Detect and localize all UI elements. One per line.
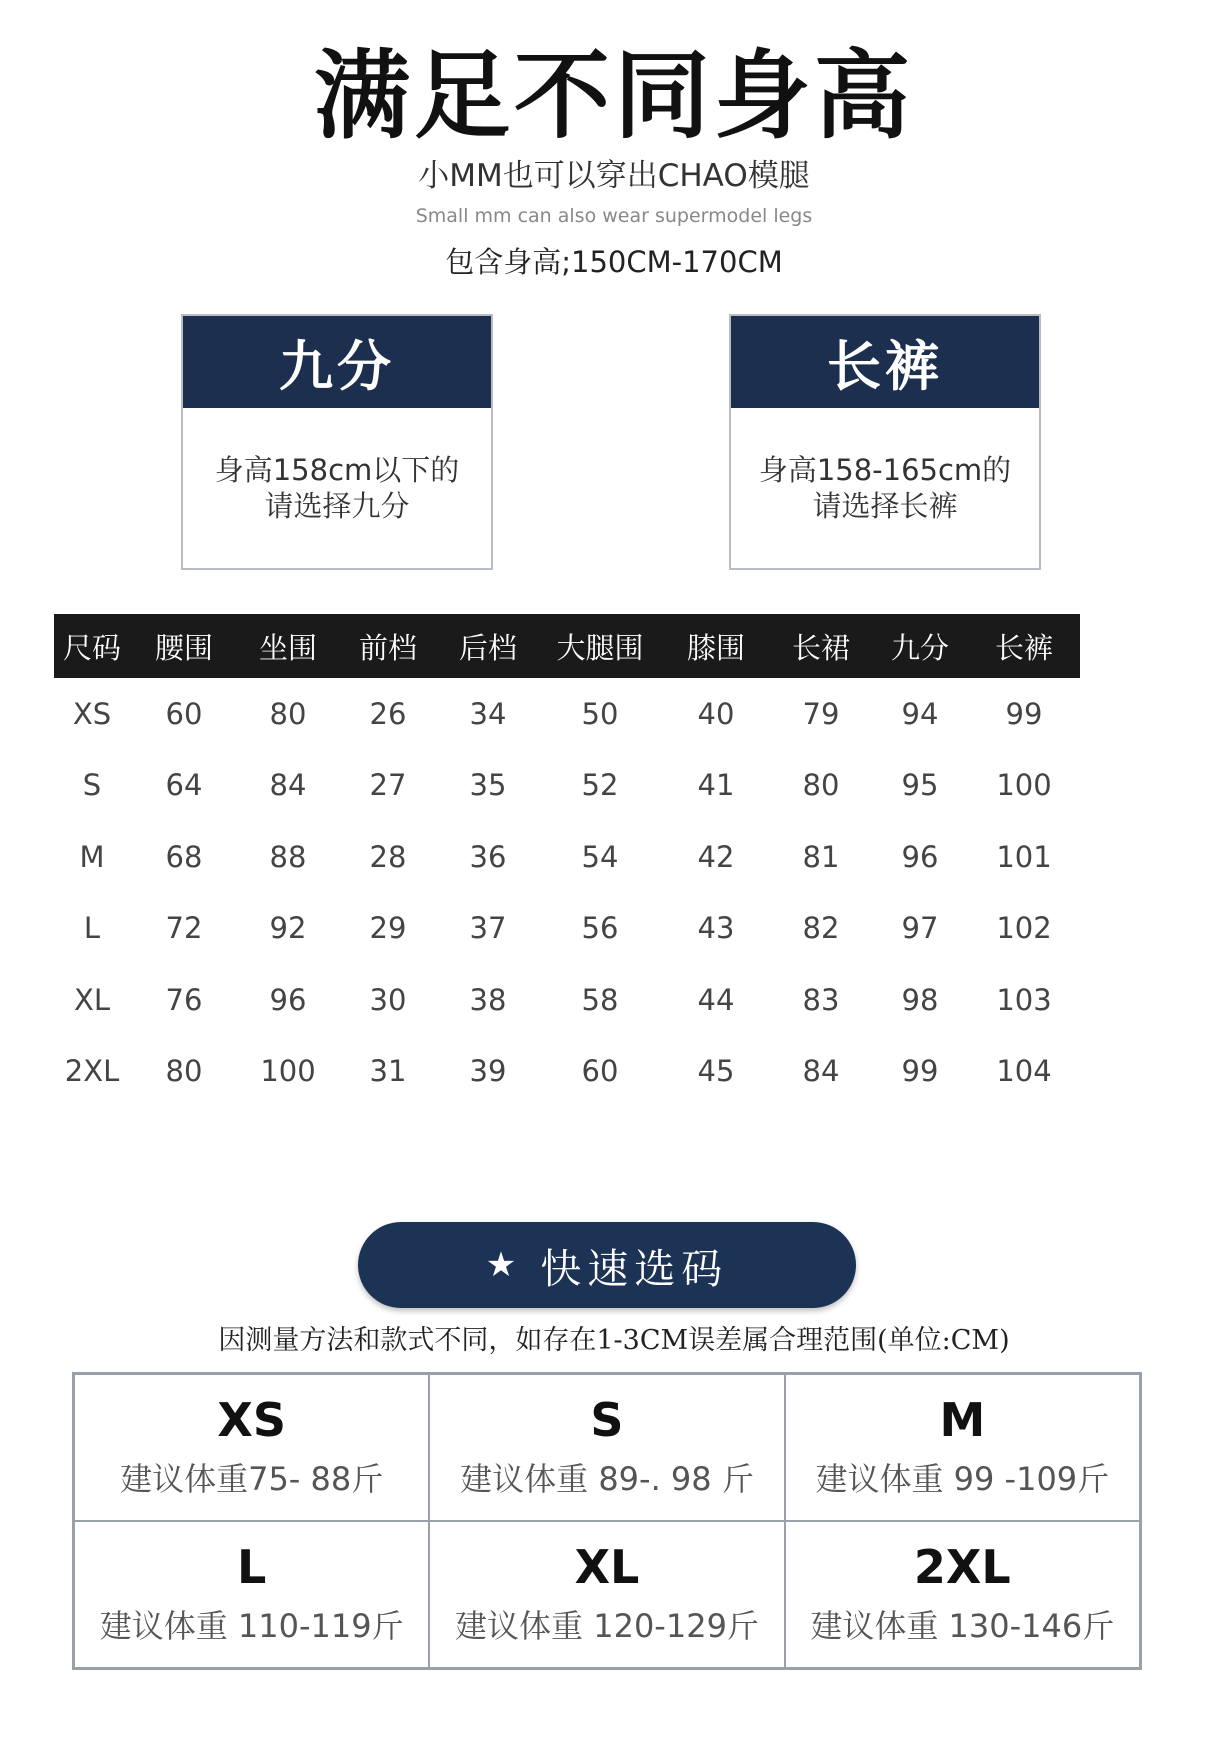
weight-range-text: 建议体重 99 -109斤 [815, 1459, 1110, 1498]
table-cell: 99 [901, 1054, 939, 1089]
table-cell: 96 [269, 982, 307, 1017]
table-cell: 26 [369, 696, 407, 731]
weight-range-text: 建议体重 110-119斤 [99, 1606, 404, 1645]
table-cell: 100 [260, 1054, 316, 1089]
table-cell: 80 [165, 1054, 203, 1089]
table-cell: 60 [165, 696, 203, 731]
table-cell: 99 [1005, 696, 1043, 731]
table-cell: 58 [581, 982, 619, 1017]
star-icon: ★ [485, 1245, 517, 1285]
table-header-cell: 长裙 [770, 614, 872, 678]
table-cell: 68 [165, 839, 203, 874]
card-body [731, 408, 1039, 568]
table-cell: 38 [469, 982, 507, 1017]
weight-range-text: 建议体重 130-146斤 [810, 1606, 1115, 1645]
table-cell: 103 [996, 982, 1052, 1017]
weight-cell [429, 1374, 784, 1521]
table-cell: 98 [901, 982, 939, 1017]
table-cell: 72 [165, 911, 203, 946]
size-label-cell: 2XL [64, 1054, 120, 1089]
table-cell: 82 [802, 911, 840, 946]
table-row [54, 750, 1080, 822]
table-cell: 101 [996, 839, 1052, 874]
table-cell: 97 [901, 911, 939, 946]
table-header-cell: 膝围 [662, 614, 770, 678]
subtitle-english: Small mm can also wear supermodel legs [415, 205, 813, 227]
weight-grid [72, 1372, 1142, 1670]
table-cell: 80 [802, 768, 840, 803]
table-cell: 102 [996, 911, 1052, 946]
table-cell: 88 [269, 839, 307, 874]
table-cell: 28 [369, 839, 407, 874]
table-cell: 83 [802, 982, 840, 1017]
weight-size-label: M [939, 1393, 986, 1448]
table-cell: 92 [269, 911, 307, 946]
table-cell: 50 [581, 696, 619, 731]
card-line: 身高158-165cm的 [758, 452, 1012, 487]
table-row [54, 678, 1080, 750]
table-cell: 56 [581, 911, 619, 946]
subtitle: 小MM也可以穿出CHAO模腿 [418, 158, 810, 194]
size-table [54, 614, 1080, 1107]
weight-range-text: 建议体重 120-129斤 [455, 1606, 759, 1645]
table-cell: 40 [697, 696, 735, 731]
table-header-cell: 尺码 [54, 614, 130, 678]
table-cell: 34 [469, 696, 507, 731]
table-cell: 100 [996, 768, 1052, 803]
card-line: 请选择九分 [264, 489, 410, 523]
table-cell: 84 [269, 768, 307, 803]
weight-size-label: 2XL [913, 1540, 1011, 1595]
table-cell: 80 [269, 696, 307, 731]
table-header-cell: 长裤 [968, 614, 1080, 678]
weight-size-label: S [590, 1393, 624, 1448]
table-cell: 35 [469, 768, 507, 803]
weight-size-label: XL [574, 1540, 640, 1595]
table-row [54, 821, 1080, 893]
table-header-cell: 腰围 [130, 614, 238, 678]
table-header-row [54, 614, 1080, 678]
table-cell: 54 [581, 839, 619, 874]
table-cell: 36 [469, 839, 507, 874]
table-cell: 52 [581, 768, 619, 803]
weight-size-label: XS [217, 1393, 286, 1448]
height-range: 包含身高;150CM-170CM [445, 245, 783, 279]
size-label-cell: XS [72, 696, 112, 731]
weight-cell [74, 1521, 429, 1668]
table-header-cell: 前档 [338, 614, 438, 678]
weight-range-text: 建议体重75- 88斤 [120, 1459, 384, 1498]
weight-size-label: L [237, 1540, 267, 1595]
table-cell: 81 [802, 839, 840, 874]
table-cell: 31 [369, 1054, 407, 1089]
table-cell: 30 [369, 982, 407, 1017]
table-cell: 79 [802, 696, 840, 731]
table-row [54, 964, 1080, 1036]
table-cell: 43 [697, 911, 735, 946]
card-line: 身高158cm以下的 [214, 452, 460, 487]
table-cell: 84 [802, 1054, 840, 1089]
weight-cell [785, 1521, 1140, 1668]
table-cell: 96 [901, 839, 939, 874]
table-cell: 42 [697, 839, 735, 874]
table-row [54, 1036, 1080, 1108]
page-title: 满足不同身高 [314, 40, 914, 152]
size-label-cell: S [82, 768, 102, 803]
table-cell: 94 [901, 696, 939, 731]
table-cell: 45 [697, 1054, 735, 1089]
card-body [183, 408, 491, 568]
table-body [54, 678, 1080, 1107]
table-cell: 44 [697, 982, 735, 1017]
table-cell: 76 [165, 982, 203, 1017]
table-header-cell: 大腿围 [538, 614, 662, 678]
size-label-cell: M [79, 839, 105, 874]
quick-select-label: 快速选码 [540, 1244, 729, 1293]
weight-cell [429, 1521, 784, 1668]
weight-range-text: 建议体重 89-. 98 斤 [460, 1459, 754, 1498]
table-cell: 41 [697, 768, 735, 803]
table-cell: 29 [369, 911, 407, 946]
table-cell: 27 [369, 768, 407, 803]
table-cell: 64 [165, 768, 203, 803]
quick-select-button[interactable] [358, 1222, 856, 1308]
table-cell: 95 [901, 768, 939, 803]
table-row [54, 893, 1080, 965]
table-cell: 39 [469, 1054, 507, 1089]
card-nine-tenths [181, 314, 493, 570]
card-line: 请选择长裤 [812, 489, 958, 523]
table-header-cell: 后档 [438, 614, 538, 678]
card-title: 九分 [183, 316, 491, 408]
table-header-cell: 九分 [872, 614, 968, 678]
weight-cell [74, 1374, 429, 1521]
weight-cell [785, 1374, 1140, 1521]
table-cell: 104 [996, 1054, 1052, 1089]
size-label-cell: L [83, 911, 101, 946]
measurement-note: 因测量方法和款式不同，如存在1-3CM误差属合理范围(单位:CM) [218, 1325, 1010, 1356]
table-header-cell: 坐围 [238, 614, 338, 678]
card-long-pants [729, 314, 1041, 570]
card-title: 长裤 [731, 316, 1039, 408]
table-cell: 60 [581, 1054, 619, 1089]
table-cell: 37 [469, 911, 507, 946]
size-label-cell: XL [73, 982, 111, 1017]
